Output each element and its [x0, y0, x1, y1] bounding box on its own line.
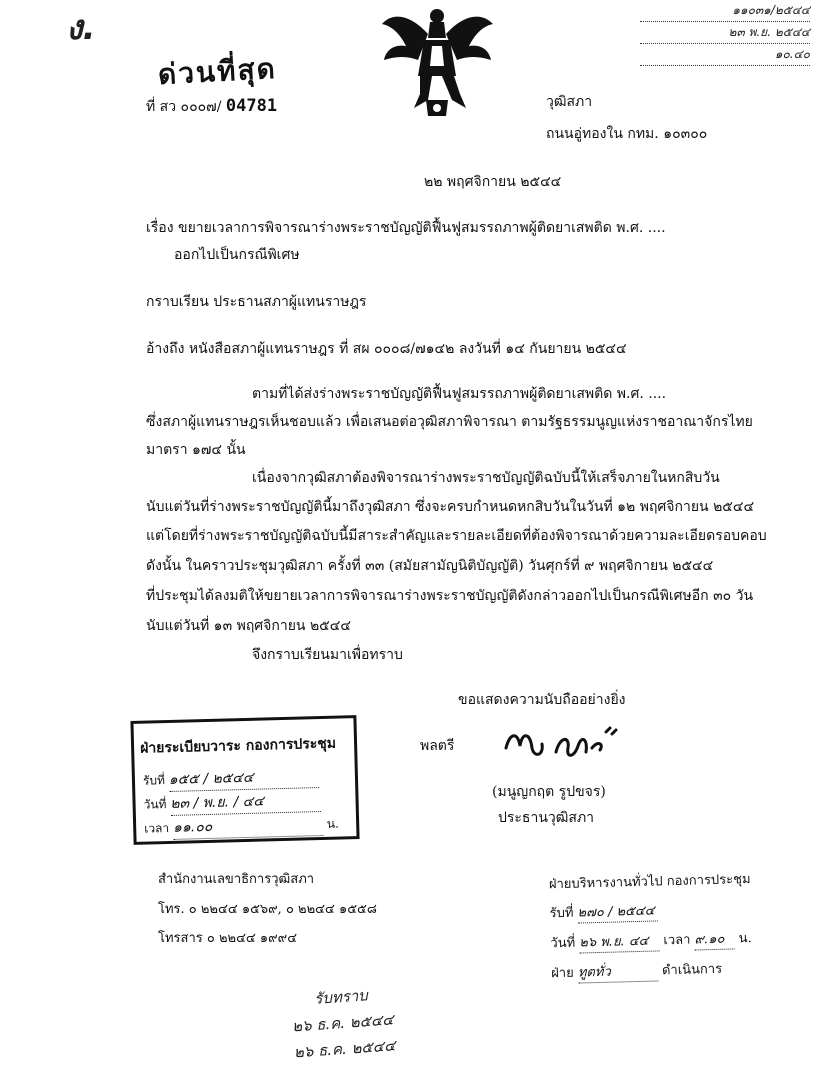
document-number-value: 04781 — [225, 96, 278, 116]
stamp-date-label: วันที่ — [143, 797, 167, 812]
receipt-bottom-date-value: ๒๖ พ.ย. ๔๔ — [579, 929, 660, 953]
stamp-title: ฝ่ายระเบียบวาระ กองการประชุม — [139, 735, 337, 757]
handwritten-ack: รับทราบ — [313, 986, 369, 1008]
organization-name: วุฒิสภา — [546, 94, 593, 110]
receipt-bottom-time-suffix: น. — [738, 930, 752, 947]
stamp-received-row — [143, 765, 319, 793]
paragraph-2-line: นับแต่วันที่ร่างพระราชบัญญัตินี้มาถึงวุฒิสภา ซึ่งจะครบกำหนดหกสิบวันในวันที่ ๑๒ พฤศจิกายน ๒๕๔๔ — [146, 499, 755, 515]
top-receipt-note — [640, 0, 810, 66]
subject-line: เรื่อง ขยายเวลาการพิจารณาร่างพระราชบัญญัติฟื้นฟูสมรรถภาพผู้ติดยาเสพติด พ.ศ. .... — [146, 220, 666, 236]
office-fax: โทรสาร ๐ ๒๒๔๔ ๑๙๙๔ — [158, 931, 298, 946]
receipt-bottom-received-row — [549, 896, 799, 925]
stamp-date-value: ๒๓ / พ.ย. / ๔๔ — [170, 789, 321, 816]
agenda-receipt-stamp — [130, 715, 359, 845]
top-receipt-time: ๑๐.๔๐ — [640, 44, 810, 66]
salutation: กราบเรียน ประธานสภาผู้แทนราษฎร — [146, 294, 367, 310]
handwritten-date: ๒๖ ธ.ค. ๒๕๔๔ — [293, 1036, 396, 1062]
garuda-emblem-icon — [380, 4, 495, 122]
receipt-bottom-date-row — [550, 926, 800, 955]
signer-name: (มนูญกฤต รูปขจร) — [492, 784, 606, 800]
general-admin-receipt-stamp — [549, 867, 802, 985]
paragraph-1-line: ซึ่งสภาผู้แทนราษฎรเห็นชอบแล้ว เพื่อเสนอต่อวุฒิสภาพิจารณา ตามรัฐธรรมนูญแห่งราชอาณาจักรไทย — [146, 414, 753, 430]
handwritten-signature — [500, 718, 620, 764]
stamp-received-label: รับที่ — [142, 773, 166, 788]
stamp-date-row — [143, 789, 320, 817]
receipt-bottom-received-value: ๒๗๐ / ๒๕๔๔ — [577, 899, 658, 923]
urgent-stamp: ด่วนที่สุด — [157, 51, 278, 92]
top-receipt-number: ๑๑๐๓๑/๒๕๔๔ — [640, 0, 810, 22]
handwritten-date: ๒๖ ธ.ค. ๒๕๔๔ — [291, 1010, 395, 1036]
stamp-time-row — [144, 813, 339, 841]
subject-line-continued: ออกไปเป็นกรณีพิเศษ — [174, 247, 300, 263]
receipt-bottom-action-label: ดำเนินการ — [661, 961, 723, 979]
bottom-handwritten-note — [289, 981, 396, 1065]
corner-handwritten-mark: ง. — [66, 8, 96, 48]
paragraph-2-line: ดังนั้น ในคราวประชุมวุฒิสภา ครั้งที่ ๓๓ (สมัยสามัญนิติบัญญัติ) วันศุกร์ที่ ๙ พฤศจิกายน ๒๕๔๔ — [146, 558, 714, 574]
receipt-bottom-time-value: ๙.๑๐ — [694, 927, 735, 950]
organization-address: ถนนอู่ทองใน กทม. ๑๐๓๐๐ — [546, 126, 708, 142]
receipt-bottom-date-label: วันที่ — [550, 935, 576, 952]
receipt-bottom-time-label: เวลา — [663, 932, 691, 949]
stamp-received-value: ๑๕๕ / ๒๕๔๔ — [168, 765, 319, 792]
paragraph-2-line: นับแต่วันที่ ๑๓ พฤศจิกายน ๒๕๔๔ — [146, 618, 351, 634]
top-receipt-date: ๒๓ พ.ย. ๒๕๔๔ — [640, 22, 810, 44]
stamp-time-label: เวลา — [144, 821, 170, 836]
signer-title: ประธานวุฒิสภา — [498, 810, 595, 826]
paragraph-1-line: มาตรา ๑๗๔ นั้น — [146, 442, 246, 458]
receipt-bottom-dept-value: ทูตทั่ว — [578, 959, 659, 983]
office-phone: โทร. ๐ ๒๒๔๔ ๑๕๖๙, ๐ ๒๒๔๔ ๑๕๕๘ — [158, 902, 377, 917]
paragraph-2-line: ที่ประชุมได้ลงมติให้ขยายเวลาการพิจารณาร่างพระราชบัญญัติดังกล่าวออกไปเป็นกรณีพิเศษอีก ๓๐ วัน — [146, 588, 754, 604]
document-number — [146, 96, 277, 118]
paragraph-3: จึงกราบเรียนมาเพื่อทราบ — [252, 647, 403, 663]
receipt-bottom-dept-label: ฝ่าย — [551, 965, 574, 982]
paragraph-2-line: เนื่องจากวุฒิสภาต้องพิจารณาร่างพระราชบัญญัติฉบับนี้ให้เสร็จภายในหกสิบวัน — [252, 470, 720, 486]
stamp-time-suffix: น. — [326, 816, 339, 831]
receipt-bottom-title: ฝ่ายบริหารงานทั่วไป กองการประชุม — [548, 872, 751, 893]
document-number-prefix: ที่ สว ๐๐๐๗/ — [146, 99, 222, 115]
stamp-time-value: ๑๑.๐๐ — [173, 813, 324, 840]
closing-phrase: ขอแสดงความนับถืออย่างยิ่ง — [458, 692, 626, 708]
signer-rank: พลตรี — [420, 738, 455, 754]
office-name: สำนักงานเลขาธิการวุฒิสภา — [158, 872, 315, 887]
paragraph-2-line: แต่โดยที่ร่างพระราชบัญญัติฉบับนี้มีสาระสำคัญและรายละเอียดที่ต้องพิจารณาด้วยความละเอียดรอบคอบ — [146, 528, 767, 544]
paragraph-1-line: ตามที่ได้ส่งร่างพระราชบัญญัติฟื้นฟูสมรรถภาพผู้ติดยาเสพติด พ.ศ. .... — [252, 386, 667, 402]
document-date: ๒๒ พฤศจิกายน ๒๕๔๔ — [424, 174, 562, 190]
receipt-bottom-dept-row — [551, 956, 801, 985]
reference-line: อ้างถึง หนังสือสภาผู้แทนราษฎร ที่ สผ ๐๐๐๘/๗๑๔๒ ลงวันที่ ๑๔ กันยายน ๒๕๔๔ — [146, 341, 627, 357]
receipt-bottom-received-label: รับที่ — [549, 905, 574, 922]
